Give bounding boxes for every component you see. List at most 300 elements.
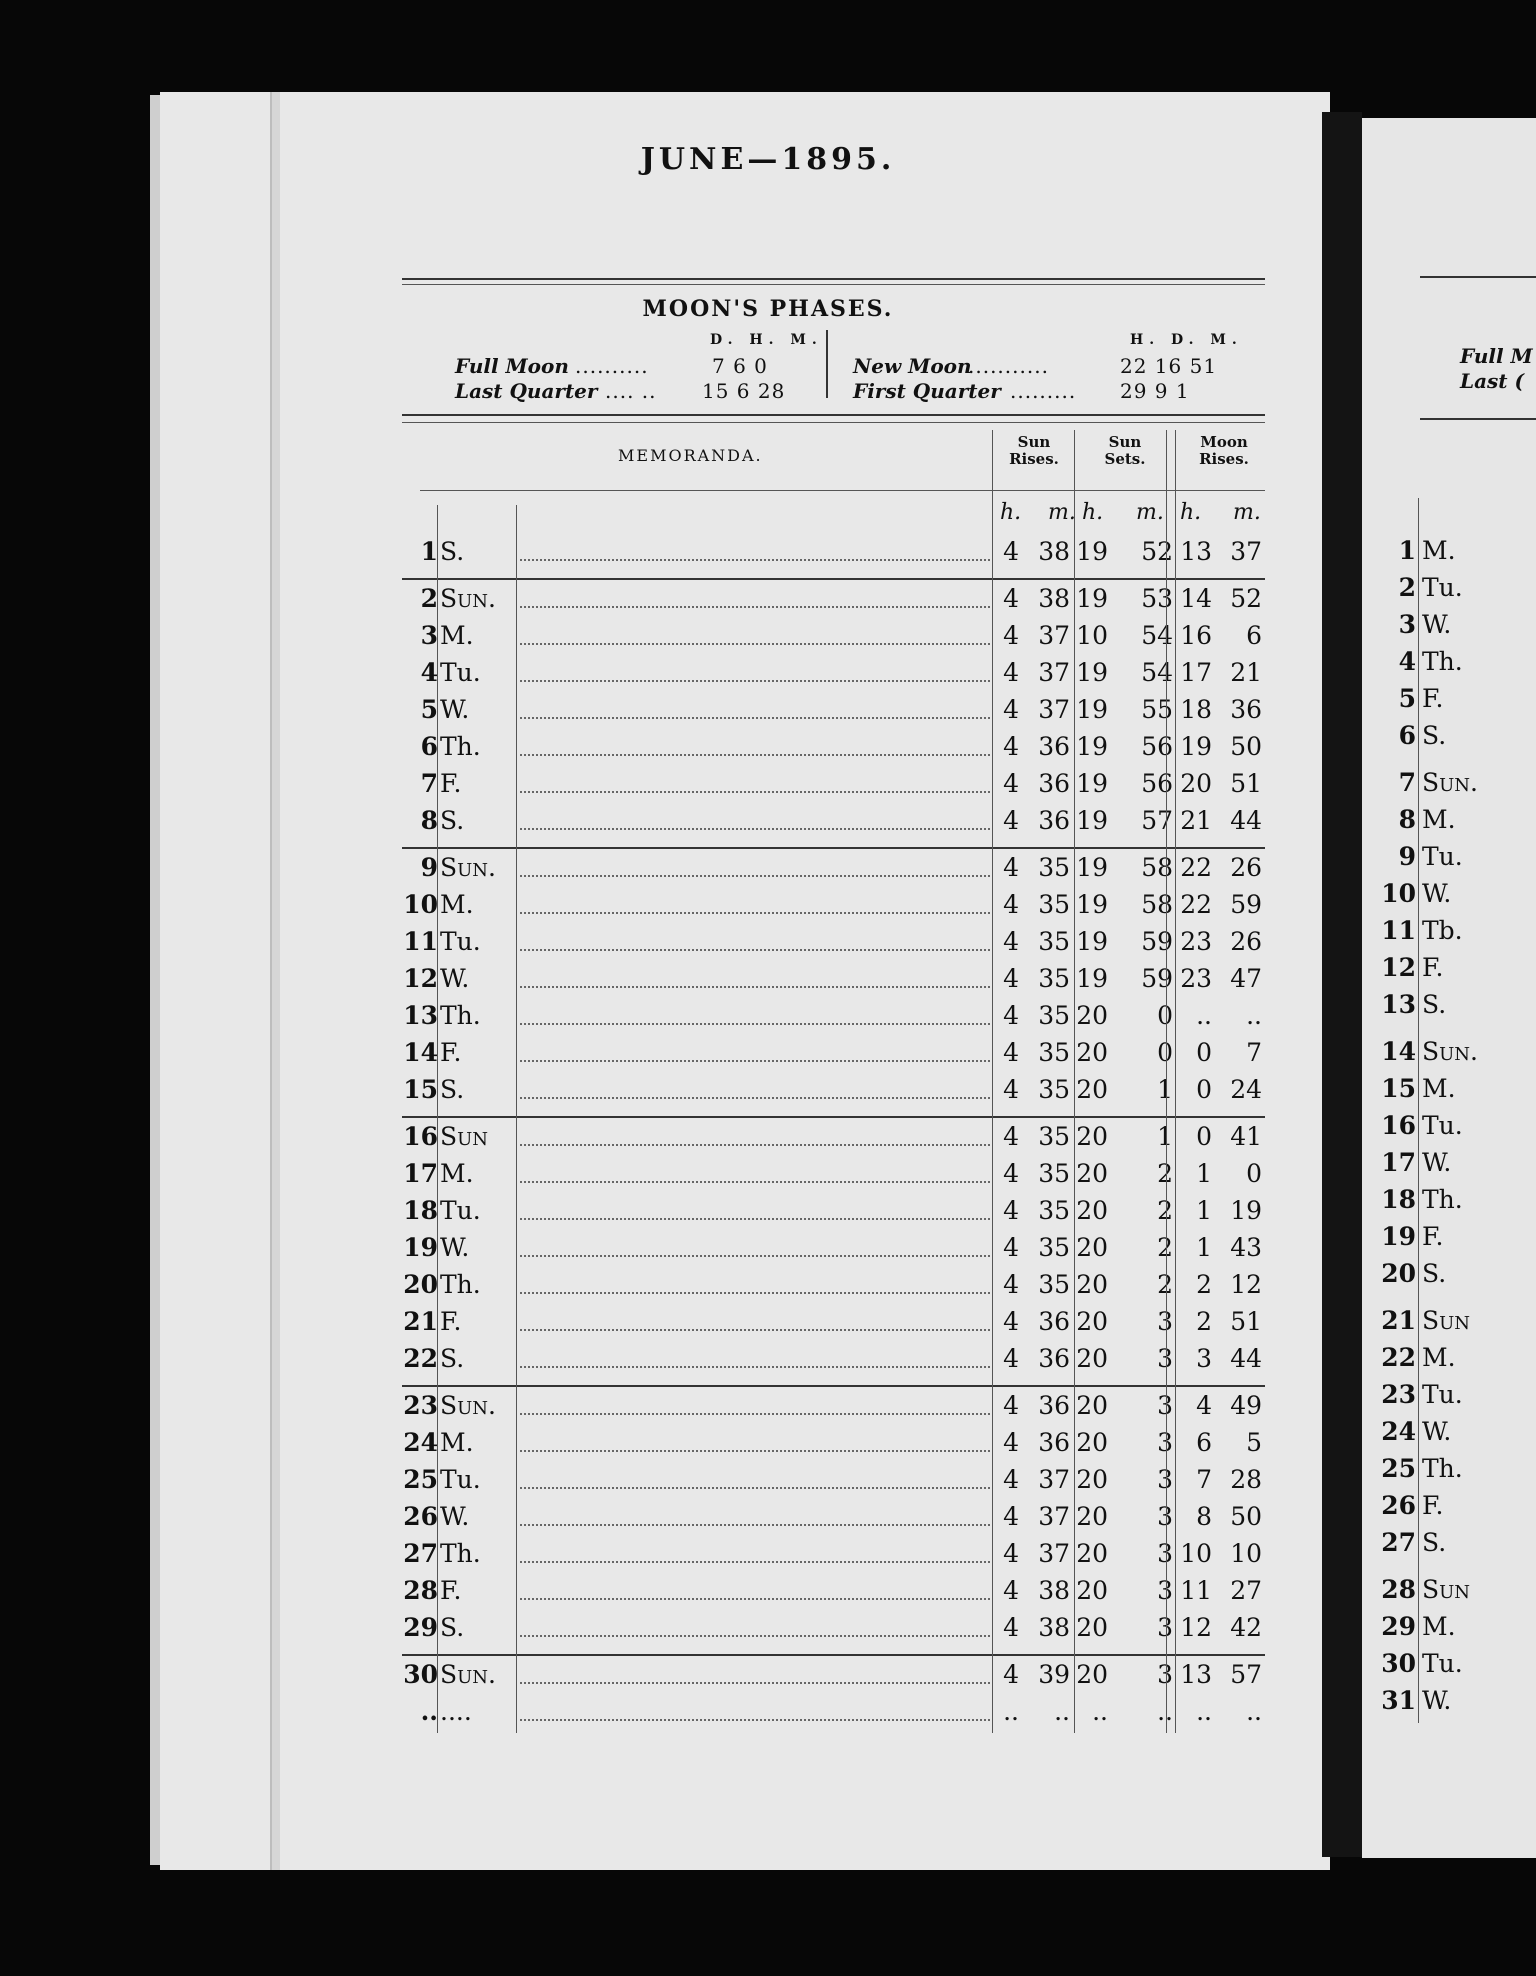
memoranda-header: MEMORANDA.: [618, 446, 763, 465]
week-separator: [402, 1116, 1265, 1118]
day-row: [0, 695, 1536, 731]
moon-rise-min: 10: [1230, 1539, 1262, 1568]
sun-set-hour: 19: [1076, 769, 1108, 798]
last-quarter-values: 15 6 28: [702, 379, 786, 403]
moon-rise-hour: 11: [1180, 1576, 1212, 1605]
sun-rise-hour: 4: [1003, 1038, 1019, 1067]
moon-rise-hour: 22: [1180, 890, 1212, 919]
sun-set-min: 53: [1141, 584, 1173, 613]
weekday: Sun.: [440, 1391, 496, 1420]
sun-rise-hour: 4: [1003, 1159, 1019, 1188]
memo-dotted-line: [520, 559, 990, 561]
day-row: [0, 658, 1536, 694]
next-weekday: Th.: [1422, 1454, 1463, 1483]
weekday: S.: [440, 806, 465, 835]
memo-dotted-line: [520, 949, 990, 951]
memo-dotted-line: [520, 1060, 990, 1062]
sun-set-min: 54: [1141, 621, 1173, 650]
moon-rise-hour: 2: [1196, 1307, 1212, 1336]
next-weekday: Sun: [1422, 1306, 1471, 1335]
moon-rise-hour: 21: [1180, 806, 1212, 835]
sun-set-min: 56: [1141, 732, 1173, 761]
sun-set-min: 56: [1141, 769, 1173, 798]
moon-rise-min: 19: [1230, 1196, 1262, 1225]
week-separator: [402, 847, 1265, 849]
sun-set-hour: 20: [1076, 1038, 1108, 1067]
next-weekday: Sun.: [1422, 768, 1478, 797]
day-number: 3: [420, 621, 438, 650]
next-day-number: 23: [1381, 1380, 1416, 1409]
sun-rise-hour: 4: [1003, 1122, 1019, 1151]
moon-rise-min: 12: [1230, 1270, 1262, 1299]
next-day-number: 2: [1398, 573, 1416, 602]
next-day-number: 29: [1381, 1612, 1416, 1641]
next-weekday: W.: [1422, 610, 1452, 639]
moon-rise-min: ..: [1246, 1001, 1262, 1030]
day-number: 14: [403, 1038, 438, 1067]
weekday: W.: [440, 1233, 470, 1262]
sun-set-hour: 19: [1076, 658, 1108, 687]
next-phase-label: Full M: [1460, 344, 1533, 368]
time-unit-label: m.: [1136, 500, 1164, 525]
next-weekday: Sun: [1422, 1575, 1471, 1604]
column-divider: [1074, 430, 1075, 1733]
day-row: [0, 890, 1536, 926]
sun-set-min: 52: [1141, 537, 1173, 566]
week-separator: [402, 578, 1265, 580]
day-number: 12: [403, 964, 438, 993]
day-number: 4: [420, 658, 438, 687]
time-unit-label: m.: [1048, 500, 1076, 525]
sun-rise-min: 35: [1038, 1233, 1070, 1262]
sun-set-min: 2: [1157, 1270, 1173, 1299]
day-number: 30: [403, 1660, 438, 1689]
moon-rise-hour: 1: [1196, 1196, 1212, 1225]
new-moon-dots: ...........: [968, 354, 1049, 378]
column-divider: [992, 430, 993, 1733]
sun-set-min: 3: [1157, 1344, 1173, 1373]
sun-set-hour: 19: [1076, 732, 1108, 761]
time-unit-label: h.: [1180, 500, 1202, 525]
next-weekday: M.: [1422, 805, 1456, 834]
weekday: Sun: [440, 1122, 489, 1151]
sun-rise-min: 37: [1038, 621, 1070, 650]
sun-set-min: 55: [1141, 695, 1173, 724]
sun-sets-header: [1087, 434, 1163, 468]
sun-rise-hour: 4: [1003, 695, 1019, 724]
sun-rise-min: 38: [1038, 1576, 1070, 1605]
next-weekday: Tu.: [1422, 842, 1463, 871]
next-day-number: 5: [1398, 684, 1416, 713]
day-number: 8: [420, 806, 438, 835]
sun-set-min: 3: [1157, 1613, 1173, 1642]
sun-set-min: 3: [1157, 1428, 1173, 1457]
memo-dotted-line: [520, 717, 990, 719]
sun-rise-hour: 4: [1003, 1075, 1019, 1104]
memo-dotted-line: [520, 1292, 990, 1294]
weekday: S.: [440, 1613, 465, 1642]
moon-rise-hour: 1: [1196, 1233, 1212, 1262]
sun-set-hour: 19: [1076, 806, 1108, 835]
next-day-number: 8: [1398, 805, 1416, 834]
next-day-number: 25: [1381, 1454, 1416, 1483]
sun-set-hour: 20: [1076, 1465, 1108, 1494]
weekday: W.: [440, 1502, 470, 1531]
memo-dotted-line: [520, 828, 990, 830]
column-divider: [437, 505, 438, 1733]
day-number: 13: [403, 1001, 438, 1030]
moon-rise-hour: 7: [1196, 1465, 1212, 1494]
next-day-number: 10: [1381, 879, 1416, 908]
sun-set-hour: 20: [1076, 1660, 1108, 1689]
next-day-number: 31: [1381, 1686, 1416, 1715]
moon-rises-header-line2: Rises.: [1199, 450, 1249, 468]
moon-rise-min: 26: [1230, 853, 1262, 882]
sun-set-min: 3: [1157, 1576, 1173, 1605]
weekday: Sun.: [440, 584, 496, 613]
sun-set-hour: 19: [1076, 890, 1108, 919]
day-row: [0, 1502, 1536, 1538]
day-number: 26: [403, 1502, 438, 1531]
sun-rise-min: 39: [1038, 1660, 1070, 1689]
phases-separator: [826, 330, 828, 398]
sun-set-min: 3: [1157, 1502, 1173, 1531]
next-day-number: 13: [1381, 990, 1416, 1019]
moon-rise-hour: 19: [1180, 732, 1212, 761]
memo-dotted-line: [520, 875, 990, 877]
sun-rise-hour: 4: [1003, 964, 1019, 993]
moon-rise-min: 57: [1230, 1660, 1262, 1689]
sun-set-hour: 19: [1076, 927, 1108, 956]
moon-rise-hour: 13: [1180, 537, 1212, 566]
moon-rise-min: 5: [1246, 1428, 1262, 1457]
memo-dotted-line: [520, 1144, 990, 1146]
sun-rise-min: 36: [1038, 1391, 1070, 1420]
next-weekday: W.: [1422, 1417, 1452, 1446]
sun-rise-hour: 4: [1003, 1391, 1019, 1420]
memo-dotted-line: [520, 912, 990, 914]
sun-rise-min: 37: [1038, 695, 1070, 724]
day-row: [0, 964, 1536, 1000]
sun-set-min: 3: [1157, 1539, 1173, 1568]
next-day-number: 6: [1398, 721, 1416, 750]
last-quarter-dots: .... ..: [605, 379, 657, 403]
sun-rise-hour: 4: [1003, 537, 1019, 566]
weekday: S.: [440, 537, 465, 566]
next-weekday: W.: [1422, 1686, 1452, 1715]
day-row: [0, 1613, 1536, 1649]
sun-rise-min: 37: [1038, 1465, 1070, 1494]
sun-rises-header-line1: Sun: [1017, 433, 1051, 451]
sun-set-hour: 20: [1076, 1159, 1108, 1188]
sun-set-hour: 19: [1076, 584, 1108, 613]
next-weekday: S.: [1422, 990, 1447, 1019]
time-unit-label: m.: [1233, 500, 1261, 525]
next-day-number: 27: [1381, 1528, 1416, 1557]
next-weekday: M.: [1422, 1343, 1456, 1372]
moon-rise-hour: 22: [1180, 853, 1212, 882]
weekday: F.: [440, 1307, 462, 1336]
next-weekday: Tu.: [1422, 1380, 1463, 1409]
moon-rise-hour: 1: [1196, 1159, 1212, 1188]
day-row: [0, 927, 1536, 963]
sun-rise-hour: 4: [1003, 1660, 1019, 1689]
next-weekday: F.: [1422, 1491, 1444, 1520]
column-divider: [516, 505, 517, 1733]
sun-rises-header: [996, 434, 1072, 468]
moon-rise-hour: 2: [1196, 1270, 1212, 1299]
sun-set-min: 0: [1157, 1001, 1173, 1030]
day-row: [0, 537, 1536, 573]
phases-rule-top: [402, 414, 1265, 416]
weekday: Tu.: [440, 658, 481, 687]
day-number: 23: [403, 1391, 438, 1420]
week-separator: [402, 1654, 1265, 1656]
next-weekday: M.: [1422, 1074, 1456, 1103]
sun-rise-min: 35: [1038, 927, 1070, 956]
day-number: 15: [403, 1075, 438, 1104]
sun-rise-hour: 4: [1003, 658, 1019, 687]
full-moon-values: 7 6 0: [712, 354, 768, 378]
column-header-rule: [420, 490, 1265, 491]
memo-dotted-line: [520, 1329, 990, 1331]
day-number: 2: [420, 584, 438, 613]
next-title-rule: [1420, 276, 1536, 278]
sun-set-min: 2: [1157, 1159, 1173, 1188]
sun-set-hour: 20: [1076, 1122, 1108, 1151]
first-quarter-dots: .........: [1010, 379, 1077, 403]
next-day-number: 30: [1381, 1649, 1416, 1678]
moon-phases-title: MOON'S PHASES.: [642, 296, 894, 322]
moon-rise-min: 51: [1230, 1307, 1262, 1336]
title-rule-top: [402, 278, 1265, 280]
day-number: 28: [403, 1576, 438, 1605]
sun-set-hour: 20: [1076, 1270, 1108, 1299]
next-weekday: Th.: [1422, 647, 1463, 676]
day-row: [0, 1001, 1536, 1037]
moon-rise-min: 21: [1230, 658, 1262, 687]
moon-rise-min: 52: [1230, 584, 1262, 613]
next-day-number: 21: [1381, 1306, 1416, 1335]
moon-rise-min: 44: [1230, 1344, 1262, 1373]
sun-set-hour: 19: [1076, 964, 1108, 993]
sun-rise-min: 35: [1038, 890, 1070, 919]
moon-rise-min: 24: [1230, 1075, 1262, 1104]
day-number: 19: [403, 1233, 438, 1262]
phases-left-head: D. H. M.: [710, 332, 823, 348]
sun-rise-hour: 4: [1003, 1539, 1019, 1568]
memo-dotted-line: [520, 1413, 990, 1415]
weekday: W.: [440, 964, 470, 993]
sun-rise-hour: 4: [1003, 1502, 1019, 1531]
moon-rise-hour: 18: [1180, 695, 1212, 724]
day-row: [0, 1075, 1536, 1111]
sun-set-min: 57: [1141, 806, 1173, 835]
next-weekday: M.: [1422, 536, 1456, 565]
sun-rise-min: 38: [1038, 584, 1070, 613]
moon-rise-hour: 0: [1196, 1075, 1212, 1104]
moon-rise-min: 50: [1230, 732, 1262, 761]
sun-rise-min: 37: [1038, 658, 1070, 687]
sun-rises-header-line2: Rises.: [1009, 450, 1059, 468]
memo-dotted-line: [520, 1366, 990, 1368]
moon-rise-hour: 8: [1196, 1502, 1212, 1531]
next-weekday: F.: [1422, 953, 1444, 982]
next-weekday: Tu.: [1422, 573, 1463, 602]
day-row: [0, 1465, 1536, 1501]
moon-rise-min: 49: [1230, 1391, 1262, 1420]
sun-rise-min: 35: [1038, 964, 1070, 993]
weekday: F.: [440, 769, 462, 798]
day-row: [0, 1576, 1536, 1612]
day-row: [0, 732, 1536, 768]
sun-rise-hour: 4: [1003, 1307, 1019, 1336]
day-row: [0, 1391, 1536, 1427]
next-day-number: 26: [1381, 1491, 1416, 1520]
weekday: Sun.: [440, 853, 496, 882]
phases-rule-bottom: [402, 422, 1265, 423]
sun-set-hour: 20: [1076, 1391, 1108, 1420]
day-number: 25: [403, 1465, 438, 1494]
sun-set-hour: 20: [1076, 1539, 1108, 1568]
next-day-number: 17: [1381, 1148, 1416, 1177]
weekday: W.: [440, 695, 470, 724]
moon-rise-min: 43: [1230, 1233, 1262, 1262]
sun-set-min: 1: [1157, 1122, 1173, 1151]
sun-rise-hour: 4: [1003, 1233, 1019, 1262]
sun-rise-min: 36: [1038, 1344, 1070, 1373]
sun-rise-min: 36: [1038, 769, 1070, 798]
moon-rise-min: 27: [1230, 1576, 1262, 1605]
next-weekday: Sun.: [1422, 1037, 1478, 1066]
page-title: JUNE—1895.: [640, 142, 896, 177]
moon-rise-hour: 4: [1196, 1391, 1212, 1420]
time-unit-label: h.: [1082, 500, 1104, 525]
moon-rise-min: 26: [1230, 927, 1262, 956]
sun-rise-min: 38: [1038, 1613, 1070, 1642]
sun-set-hour: 10: [1076, 621, 1108, 650]
sun-rise-hour: 4: [1003, 1576, 1019, 1605]
sun-set-min: 59: [1141, 964, 1173, 993]
moon-rise-min: ..: [1246, 1697, 1262, 1726]
moon-rise-hour: 23: [1180, 964, 1212, 993]
day-row: [0, 1344, 1536, 1380]
day-row: [0, 806, 1536, 842]
last-quarter-label: Last Quarter: [455, 379, 598, 403]
day-number: 17: [403, 1159, 438, 1188]
sun-set-min: ..: [1157, 1697, 1173, 1726]
sun-rise-min: 36: [1038, 1428, 1070, 1457]
column-divider: [1166, 430, 1167, 1733]
next-day-number: 15: [1381, 1074, 1416, 1103]
next-weekday: Tb.: [1422, 916, 1463, 945]
moon-rise-hour: 16: [1180, 621, 1212, 650]
day-row: [0, 1697, 1536, 1733]
weekday: M.: [440, 621, 474, 650]
moon-rise-min: 0: [1246, 1159, 1262, 1188]
moon-rise-hour: 6: [1196, 1428, 1212, 1457]
sun-rise-min: 35: [1038, 1038, 1070, 1067]
weekday: Tu.: [440, 1465, 481, 1494]
day-number: 6: [420, 732, 438, 761]
time-unit-label: h.: [1000, 500, 1022, 525]
sun-rise-min: 36: [1038, 732, 1070, 761]
sun-set-min: 3: [1157, 1391, 1173, 1420]
moon-rise-hour: 12: [1180, 1613, 1212, 1642]
moon-rise-hour: 0: [1196, 1122, 1212, 1151]
sun-rise-hour: 4: [1003, 1344, 1019, 1373]
sun-rise-hour: 4: [1003, 1613, 1019, 1642]
sun-sets-header-line1: Sun: [1108, 433, 1142, 451]
sun-rise-min: 36: [1038, 1307, 1070, 1336]
memo-dotted-line: [520, 986, 990, 988]
sun-set-hour: 20: [1076, 1307, 1108, 1336]
memo-dotted-line: [520, 1719, 990, 1721]
day-row: [0, 1539, 1536, 1575]
sun-set-hour: 20: [1076, 1075, 1108, 1104]
moon-rise-min: 6: [1246, 621, 1262, 650]
next-day-number: 12: [1381, 953, 1416, 982]
weekday: Th.: [440, 1270, 481, 1299]
memo-dotted-line: [520, 1682, 990, 1684]
next-day-number: 7: [1398, 768, 1416, 797]
sun-set-hour: 20: [1076, 1344, 1108, 1373]
first-quarter-values: 29 9 1: [1120, 379, 1190, 403]
weekday: Th.: [440, 732, 481, 761]
sun-set-hour: 20: [1076, 1001, 1108, 1030]
next-day-number: 9: [1398, 842, 1416, 871]
moon-rise-hour: ..: [1196, 1001, 1212, 1030]
weekday: F.: [440, 1038, 462, 1067]
day-number: 10: [403, 890, 438, 919]
sun-rise-hour: 4: [1003, 621, 1019, 650]
moon-rise-min: 36: [1230, 695, 1262, 724]
sun-set-hour: 19: [1076, 537, 1108, 566]
next-weekday: W.: [1422, 879, 1452, 908]
next-day-number: 1: [1398, 536, 1416, 565]
memo-dotted-line: [520, 1218, 990, 1220]
next-weekday: W.: [1422, 1148, 1452, 1177]
moon-rise-min: 28: [1230, 1465, 1262, 1494]
day-number: 18: [403, 1196, 438, 1225]
sun-set-min: 3: [1157, 1307, 1173, 1336]
weekday: M.: [440, 1428, 474, 1457]
memo-dotted-line: [520, 1635, 990, 1637]
moon-rises-header: [1183, 434, 1265, 468]
day-row: [0, 1233, 1536, 1269]
sun-rise-hour: 4: [1003, 1465, 1019, 1494]
sun-set-min: 59: [1141, 927, 1173, 956]
full-moon-label: Full Moon: [455, 354, 569, 378]
memo-dotted-line: [520, 1524, 990, 1526]
day-number: ..: [420, 1697, 438, 1726]
next-weekday: S.: [1422, 721, 1447, 750]
sun-rise-min: 35: [1038, 1196, 1070, 1225]
day-number: 16: [403, 1122, 438, 1151]
day-row: [0, 621, 1536, 657]
sun-rise-min: 36: [1038, 806, 1070, 835]
sun-rise-hour: 4: [1003, 890, 1019, 919]
sun-set-hour: 20: [1076, 1196, 1108, 1225]
moon-rise-min: 51: [1230, 769, 1262, 798]
moon-rise-min: 7: [1246, 1038, 1262, 1067]
weekday: ....: [440, 1697, 472, 1726]
next-day-number: 19: [1381, 1222, 1416, 1251]
moon-rise-min: 42: [1230, 1613, 1262, 1642]
next-weekday: F.: [1422, 1222, 1444, 1251]
full-moon-dots: ..........: [575, 354, 649, 378]
sun-set-min: 2: [1157, 1233, 1173, 1262]
